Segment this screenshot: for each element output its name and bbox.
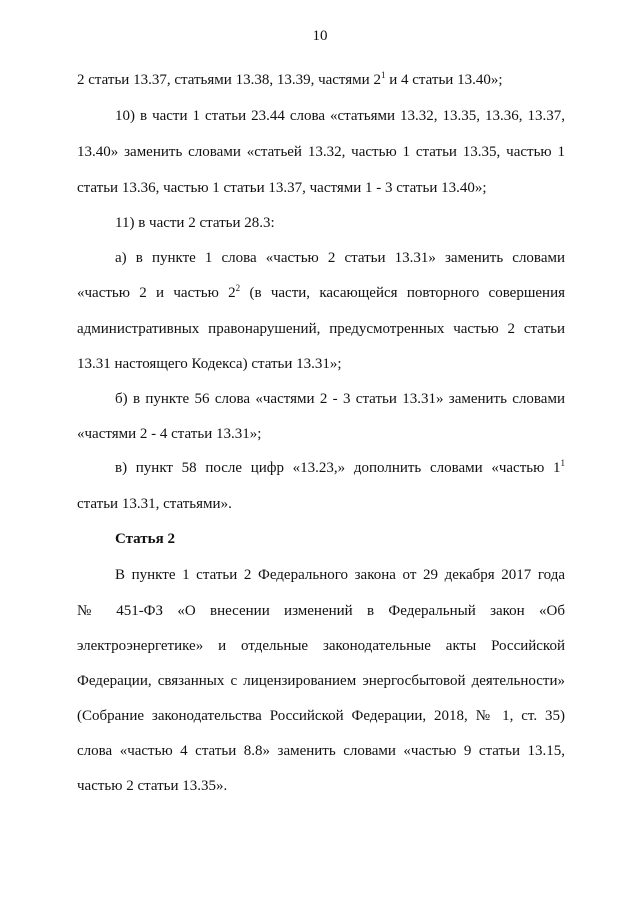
article-heading: Статья 2 <box>115 531 175 547</box>
text-line: 11) в части 2 статьи 28.3: <box>115 215 275 231</box>
text-line: «частью 2 и частью $2^2$ (в части, касающейся повторного совершения <box>77 283 566 301</box>
text-line: 13.40» заменить словами «статьей 13.32, частью 1 статьи 13.35, частью 1 <box>77 144 565 160</box>
text-line: 10) в части 1 статьи 23.44 слова «статьями 13.32, 13.35, 13.36, 13.37, <box>115 108 565 124</box>
text-line: частью 2 статьи 13.35». <box>77 778 228 794</box>
text-line: а) в пункте 1 слова «частью 2 статьи 13.31» заменить словами <box>115 250 565 266</box>
text-line: 2 статьи 13.37, статьями 13.38, 13.39, частями $2^1$ и 4 статьи 13.40»; <box>77 70 503 88</box>
text-line: (Собрание законодательства Российской Федерации, 2018, № 1, ст. 35) <box>77 708 565 724</box>
page-number: 10 <box>312 28 328 44</box>
text-line: в) пункт 58 после цифр «13.23,» дополнить словами «частью $1^1$ <box>115 458 565 476</box>
text-line: электроэнергетике» и отдельные законодательные акты Российской <box>77 638 565 654</box>
text-line: 13.31 настоящего Кодекса) статьи 13.31»; <box>77 356 342 372</box>
text-line: «частями 2 - 4 статьи 13.31»; <box>77 426 262 442</box>
text-line: б) в пункте 56 слова «частями 2 - 3 статьи 13.31» заменить словами <box>115 391 565 407</box>
text-line: статьи 13.36, частью 1 статьи 13.37, частями 1 - 3 статьи 13.40»; <box>77 180 487 196</box>
text-line: № 451-ФЗ «О внесении изменений в Федеральный закон «Об <box>77 603 565 619</box>
text-line: В пункте 1 статьи 2 Федерального закона от 29 декабря 2017 года <box>115 567 565 583</box>
text-line: слова «частью 4 статьи 8.8» заменить словами «частью 9 статьи 13.15, <box>77 743 565 759</box>
text-line: статьи 13.31, статьями». <box>77 496 232 512</box>
text-line: Федерации, связанных с лицензированием энергосбытовой деятельности» <box>77 673 565 689</box>
text-line: административных правонарушений, предусмотренных частью 2 статьи <box>77 321 565 337</box>
